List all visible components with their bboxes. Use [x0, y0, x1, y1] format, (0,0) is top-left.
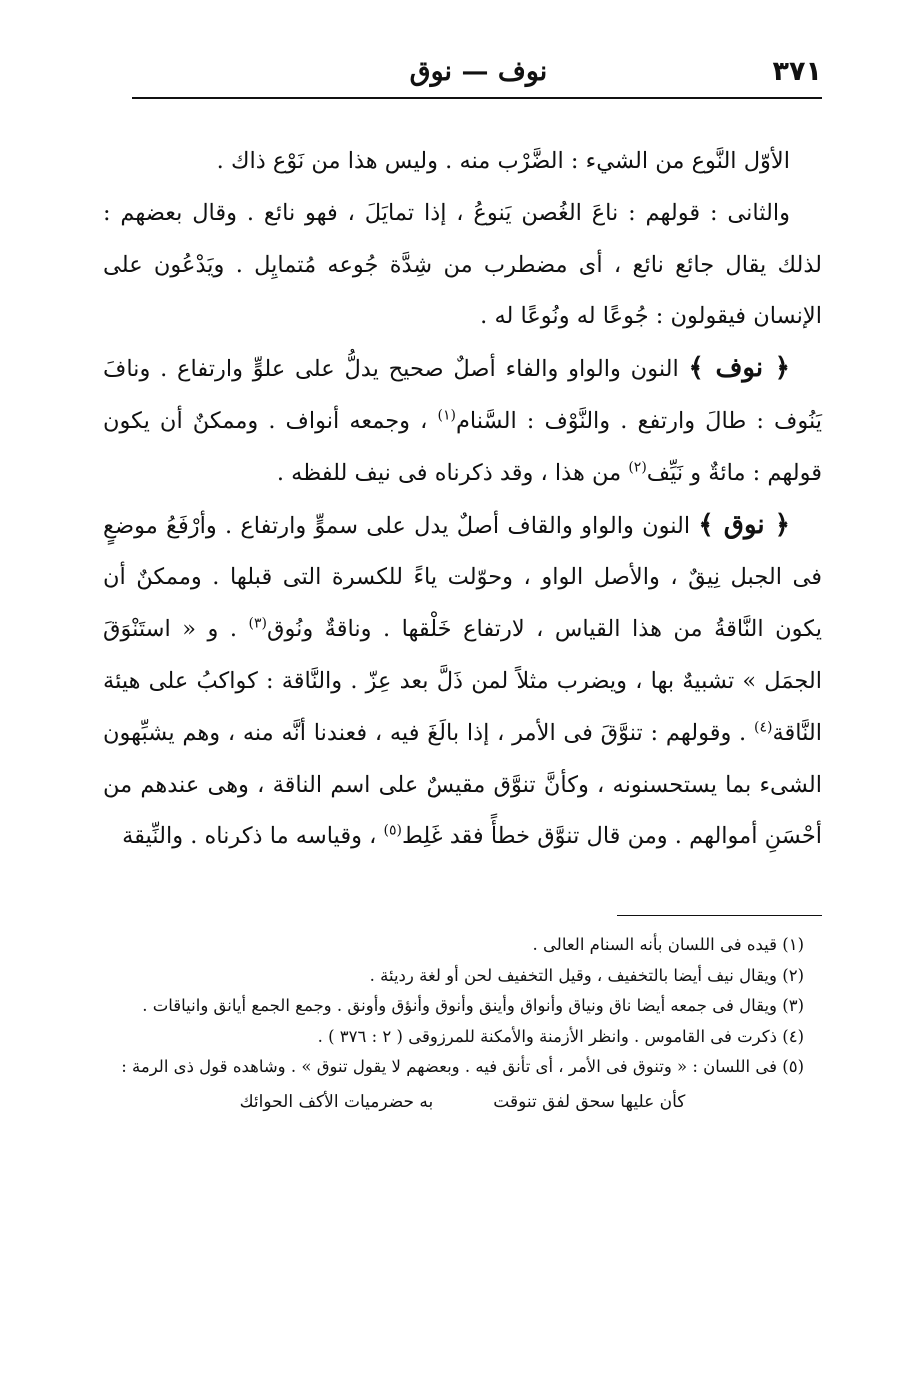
footnote-3: (٣) ويقال فى جمعه أيضا ناق ونياق وأنواق وأينق وأنوق وأنؤق وأونق . وجمع الجمع أيانق وانياقات .: [142, 996, 804, 1015]
footnote-1: (١) قيده فى اللسان بأنه السنام العالى .: [532, 935, 804, 954]
nwf-text-c: من هذا ، وقد ذكرناه فى نيف للفظه .: [276, 459, 622, 486]
nwq-text-b: . و « استَنْوَقَ الجمَل » تشبيهٌ بها ، ويضرب مثلاً لمن ذَلَّ بعد عِزّ . والنَّاقة : كواكبُ على هيئة النَّاقة: [103, 616, 823, 746]
page-header: [135, 52, 822, 96]
nwf-text-b: ، وجمعه أنواف . وممكنٌ أن يكون قولهم : مائةٌ و نَيِّف: [103, 407, 822, 486]
paragraph-1: الأوّل النَّوع من الشيء : الضَّرْب منه . وليس هذا من نَوْع ذاك .: [216, 148, 790, 174]
verse-hemistich-2: به حضرميات الأكف الحوائك: [239, 1091, 434, 1112]
running-title: نوف — نوق: [409, 56, 548, 87]
paragraph-nwf: [103, 343, 822, 499]
nwq-text-a: النون والواو والقاف أصلٌ يدل على سموٍّ وارتفاع . وأرْفَعُ موضعٍ فى الجبل نِيقٌ ، والأصل الواو ، وحوّلت ياءً للكسرة التى قبلها . وممكنٌ أن يكون النَّاقةُ من هذا القياس ، لارتفاع خَلْقها . وناقةٌ ونُوق: [103, 512, 822, 643]
footnote-ref-5[interactable]: (٥): [383, 822, 402, 839]
nwq-text-c: . وقولهم : تنوَّقَ فى الأمر ، إذا بالَغَ فيه ، فعندنا أنَّه منه ، وهم يشبِّهون الشىء بما يستحسنونه ، وكأنَّ تنوَّق مقيسٌ على اسم الناقة ، وهى عندهم من أحْسَنِ أموالهم . ومن قال تنوَّق خطأً فقد غَلِط: [103, 719, 822, 850]
footnote-4: (٤) ذكرت فى القاموس . وانظر الأزمنة والأمكنة للمرزوقى ( ٢ : ٣٧٦ ) .: [317, 1026, 804, 1046]
nwf-text-a: النون والواو والفاء أصلٌ صحيح يدلُّ على علوٍّ وارتفاع . ونافَ يَنُوف : طالَ وارتفع . والنَّوْف : السَّنام: [103, 356, 823, 434]
verse: [103, 1087, 822, 1118]
footnote-rule: [617, 915, 822, 916]
footnote-ref-2[interactable]: (٢): [628, 459, 647, 476]
footnote-ref-1[interactable]: (١): [437, 407, 456, 424]
main-text: [103, 136, 822, 863]
header-rule: [132, 97, 822, 99]
entry-heading-nwq: ﴿ نوق ﴾: [698, 509, 790, 540]
footnote-2: (٢) ويقال نيف أيضا بالتخفيف ، وقيل التخفيف لحن أو لغة رديئة .: [369, 965, 804, 985]
page-number: ٣٧١: [772, 56, 822, 87]
entry-heading-nwf: ﴿ نوف ﴾: [688, 353, 790, 384]
verse-hemistich-1: كأن عليها سحق لفق تنوقت: [493, 1091, 686, 1112]
footnote-ref-4[interactable]: (٤): [753, 719, 773, 736]
footnote-ref-3[interactable]: (٣): [248, 615, 267, 632]
footnotes: [103, 930, 822, 1117]
footnote-5: (٥) فى اللسان : « وتنوق فى الأمر ، أى تأنق فيه . وبعضهم لا يقول تنوق » . وشاهده قول ذى الرمة :: [121, 1057, 804, 1076]
paragraph-nwq: [103, 500, 822, 864]
nwq-text-d: ، وقياسه ما ذكرناه . والنِّيقة: [122, 823, 377, 850]
paragraph-2: والثانى : قولهم : ناعَ الغُصن يَنوعُ ، إذا تمايَلَ ، فهو نائع . وقال بعضهم : لذلك يقال جائع نائع ، أى مضطرب من شِدَّة جُوعه مُتمايِل . ويَدْعُون على الإنسان فيقولون : جُوعًا له ونُوعًا له .: [103, 199, 822, 330]
